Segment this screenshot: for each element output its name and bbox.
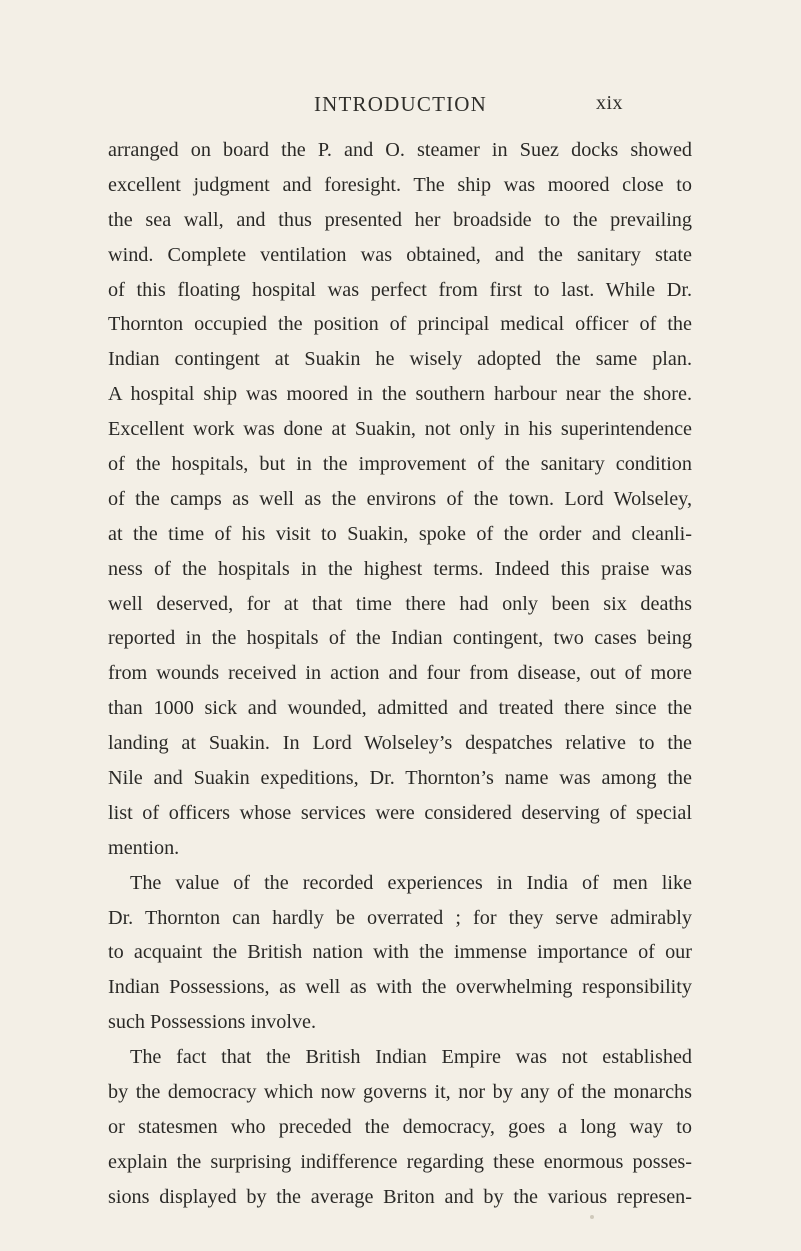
text-line: landing at Suakin. In Lord Wolseley’s despatches relative to the — [108, 732, 692, 755]
text-line: of this floating hospital was perfect from first to last. While Dr. — [108, 278, 692, 301]
running-title: INTRODUCTION — [313, 92, 488, 116]
text-line: such Possessions involve. — [108, 1011, 317, 1034]
text-line: explain the surprising indifference regarding these enormous posses- — [108, 1150, 692, 1173]
text-line: The value of the recorded experiences in India of men like — [130, 871, 692, 894]
text-line: at the time of his visit to Suakin, spoke of the order and cleanli- — [108, 522, 692, 545]
text-line: excellent judgment and foresight. The ship was moored close to — [108, 173, 692, 196]
text-line: to acquaint the British nation with the immense importance of our — [108, 941, 692, 964]
text-line: Thornton occupied the position of principal medical officer of the — [108, 313, 692, 336]
text-line: Nile and Suakin expeditions, Dr. Thornton’s name was among the — [108, 767, 692, 790]
text-line: reported in the hospitals of the Indian contingent, two cases being — [108, 627, 692, 650]
text-line: or statesmen who preceded the democracy, goes a long way to — [108, 1115, 692, 1138]
text-line: ness of the hospitals in the highest terms. Indeed this praise was — [108, 557, 692, 580]
text-line: than 1000 sick and wounded, admitted and treated there since the — [108, 697, 692, 720]
paper-speck — [590, 1215, 594, 1219]
text-line: Dr. Thornton can hardly be overrated ; for they serve admirably — [108, 906, 692, 929]
text-line: the sea wall, and thus presented her broadside to the prevailing — [108, 208, 692, 231]
text-line: from wounds received in action and four from disease, out of more — [108, 662, 692, 685]
text-line: wind. Complete ventilation was obtained, and the sanitary state — [108, 243, 692, 266]
text-line: of the camps as well as the environs of the town. Lord Wolseley, — [108, 487, 692, 510]
text-line: mention. — [108, 836, 180, 859]
text-line: arranged on board the P. and O. steamer in Suez docks showed — [108, 139, 692, 161]
text-line: Indian contingent at Suakin he wisely adopted the same plan. — [108, 348, 692, 371]
page-number: xix — [595, 92, 623, 114]
text-line: sions displayed by the average Briton and by the various represen- — [108, 1185, 692, 1208]
text-line: well deserved, for at that time there had only been six deaths — [108, 592, 692, 615]
text-line: The fact that the British Indian Empire was not established — [130, 1046, 692, 1069]
text-line: A hospital ship was moored in the southern harbour near the shore. — [108, 383, 692, 406]
text-line: by the democracy which now governs it, nor by any of the monarchs — [108, 1081, 692, 1104]
body-text — [108, 133, 692, 1215]
text-line: of the hospitals, but in the improvement of the sanitary condition — [108, 453, 692, 476]
text-line: Indian Possessions, as well as with the overwhelming responsibility — [108, 976, 692, 999]
text-line: Excellent work was done at Suakin, not only in his superintendence — [108, 418, 692, 441]
text-line: list of officers whose services were considered deserving of special — [108, 801, 692, 824]
running-head — [0, 92, 801, 122]
